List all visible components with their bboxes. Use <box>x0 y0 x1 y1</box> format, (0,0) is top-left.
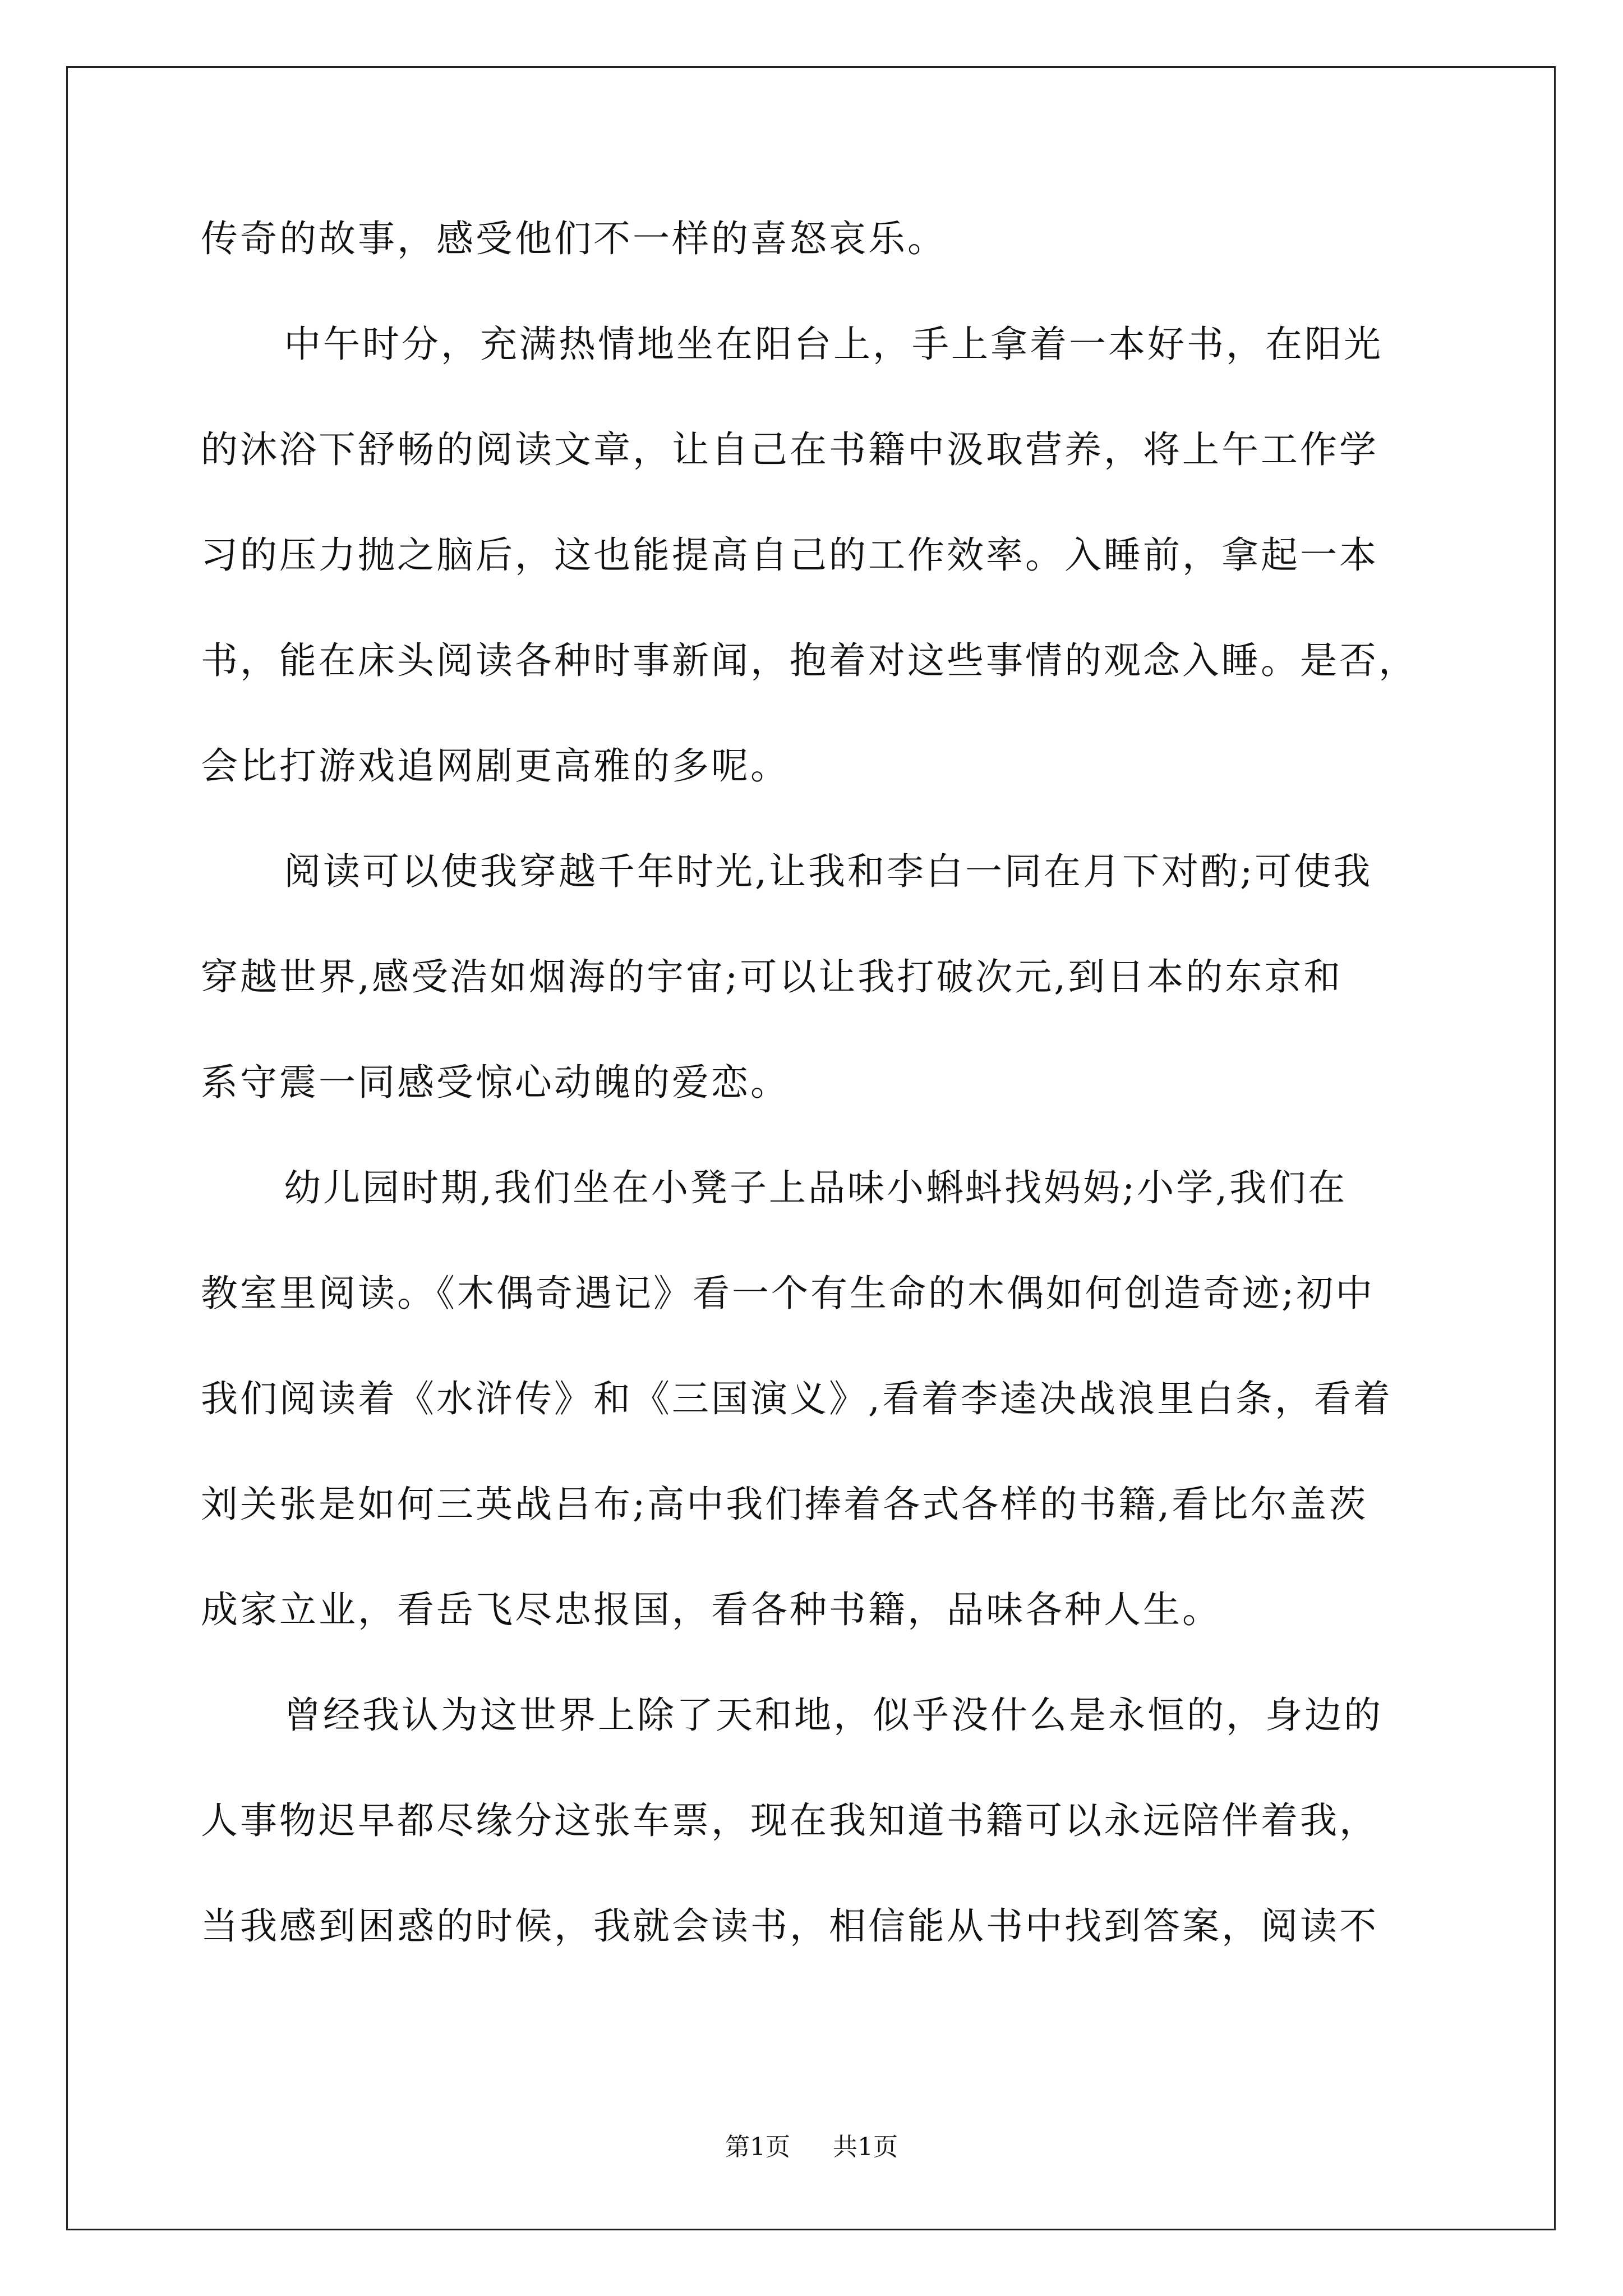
text-line: 穿越世界,感受浩如烟海的宇宙;可以让我打破次元,到日本的东京和 <box>201 955 1343 999</box>
text-line: 成家立业，看岳飞尽忠报国，看各种书籍，品味各种人生。 <box>201 1588 1221 1631</box>
text-line: 中午时分，充满热情地坐在阳台上，手上拿着一本好书，在阳光 <box>284 323 1383 366</box>
text-line: 系守震一同感受惊心动魄的爱恋。 <box>201 1061 790 1104</box>
text-line: 习的压力抛之脑后，这也能提高自己的工作效率。入睡前，拿起一本 <box>201 533 1378 577</box>
page-number-current: 第1页 <box>725 2133 790 2161</box>
text-line: 书，能在床头阅读各种时事新闻，抱着对这些事情的观念入睡。是否， <box>201 639 1418 682</box>
text-line: 的沐浴下舒畅的阅读文章，让自己在书籍中汲取营养，将上午工作学 <box>201 428 1378 471</box>
text-line: 我们阅读着《水浒传》和《三国演义》,看着李逵决战浪里白条，看着 <box>201 1377 1393 1420</box>
text-line: 会比打游戏追网剧更高雅的多呢。 <box>201 744 790 788</box>
text-line: 曾经我认为这世界上除了天和地，似乎没什么是永恒的，身边的 <box>284 1694 1383 1737</box>
document-body <box>201 211 1435 2004</box>
page-footer <box>0 2131 1623 2164</box>
text-line: 刘关张是如何三英战吕布;高中我们捧着各式各样的书籍,看比尔盖茨 <box>201 1483 1368 1526</box>
page-number-total: 共1页 <box>833 2133 898 2161</box>
text-line: 当我感到困惑的时候，我就会读书，相信能从书中找到答案，阅读不 <box>201 1904 1378 1948</box>
text-line: 人事物迟早都尽缘分这张车票，现在我知道书籍可以永远陪伴着我， <box>201 1799 1378 1842</box>
text-line: 传奇的故事，感受他们不一样的喜怒哀乐。 <box>201 217 947 260</box>
text-line: 教室里阅读。《木偶奇遇记》看一个有生命的木偶如何创造奇迹;初中 <box>201 1272 1375 1315</box>
text-line: 幼儿园时期,我们坐在小凳子上品味小蝌蚪找妈妈;小学,我们在 <box>284 1166 1348 1209</box>
text-line: 阅读可以使我穿越千年时光,让我和李白一同在月下对酌;可使我 <box>284 850 1373 893</box>
